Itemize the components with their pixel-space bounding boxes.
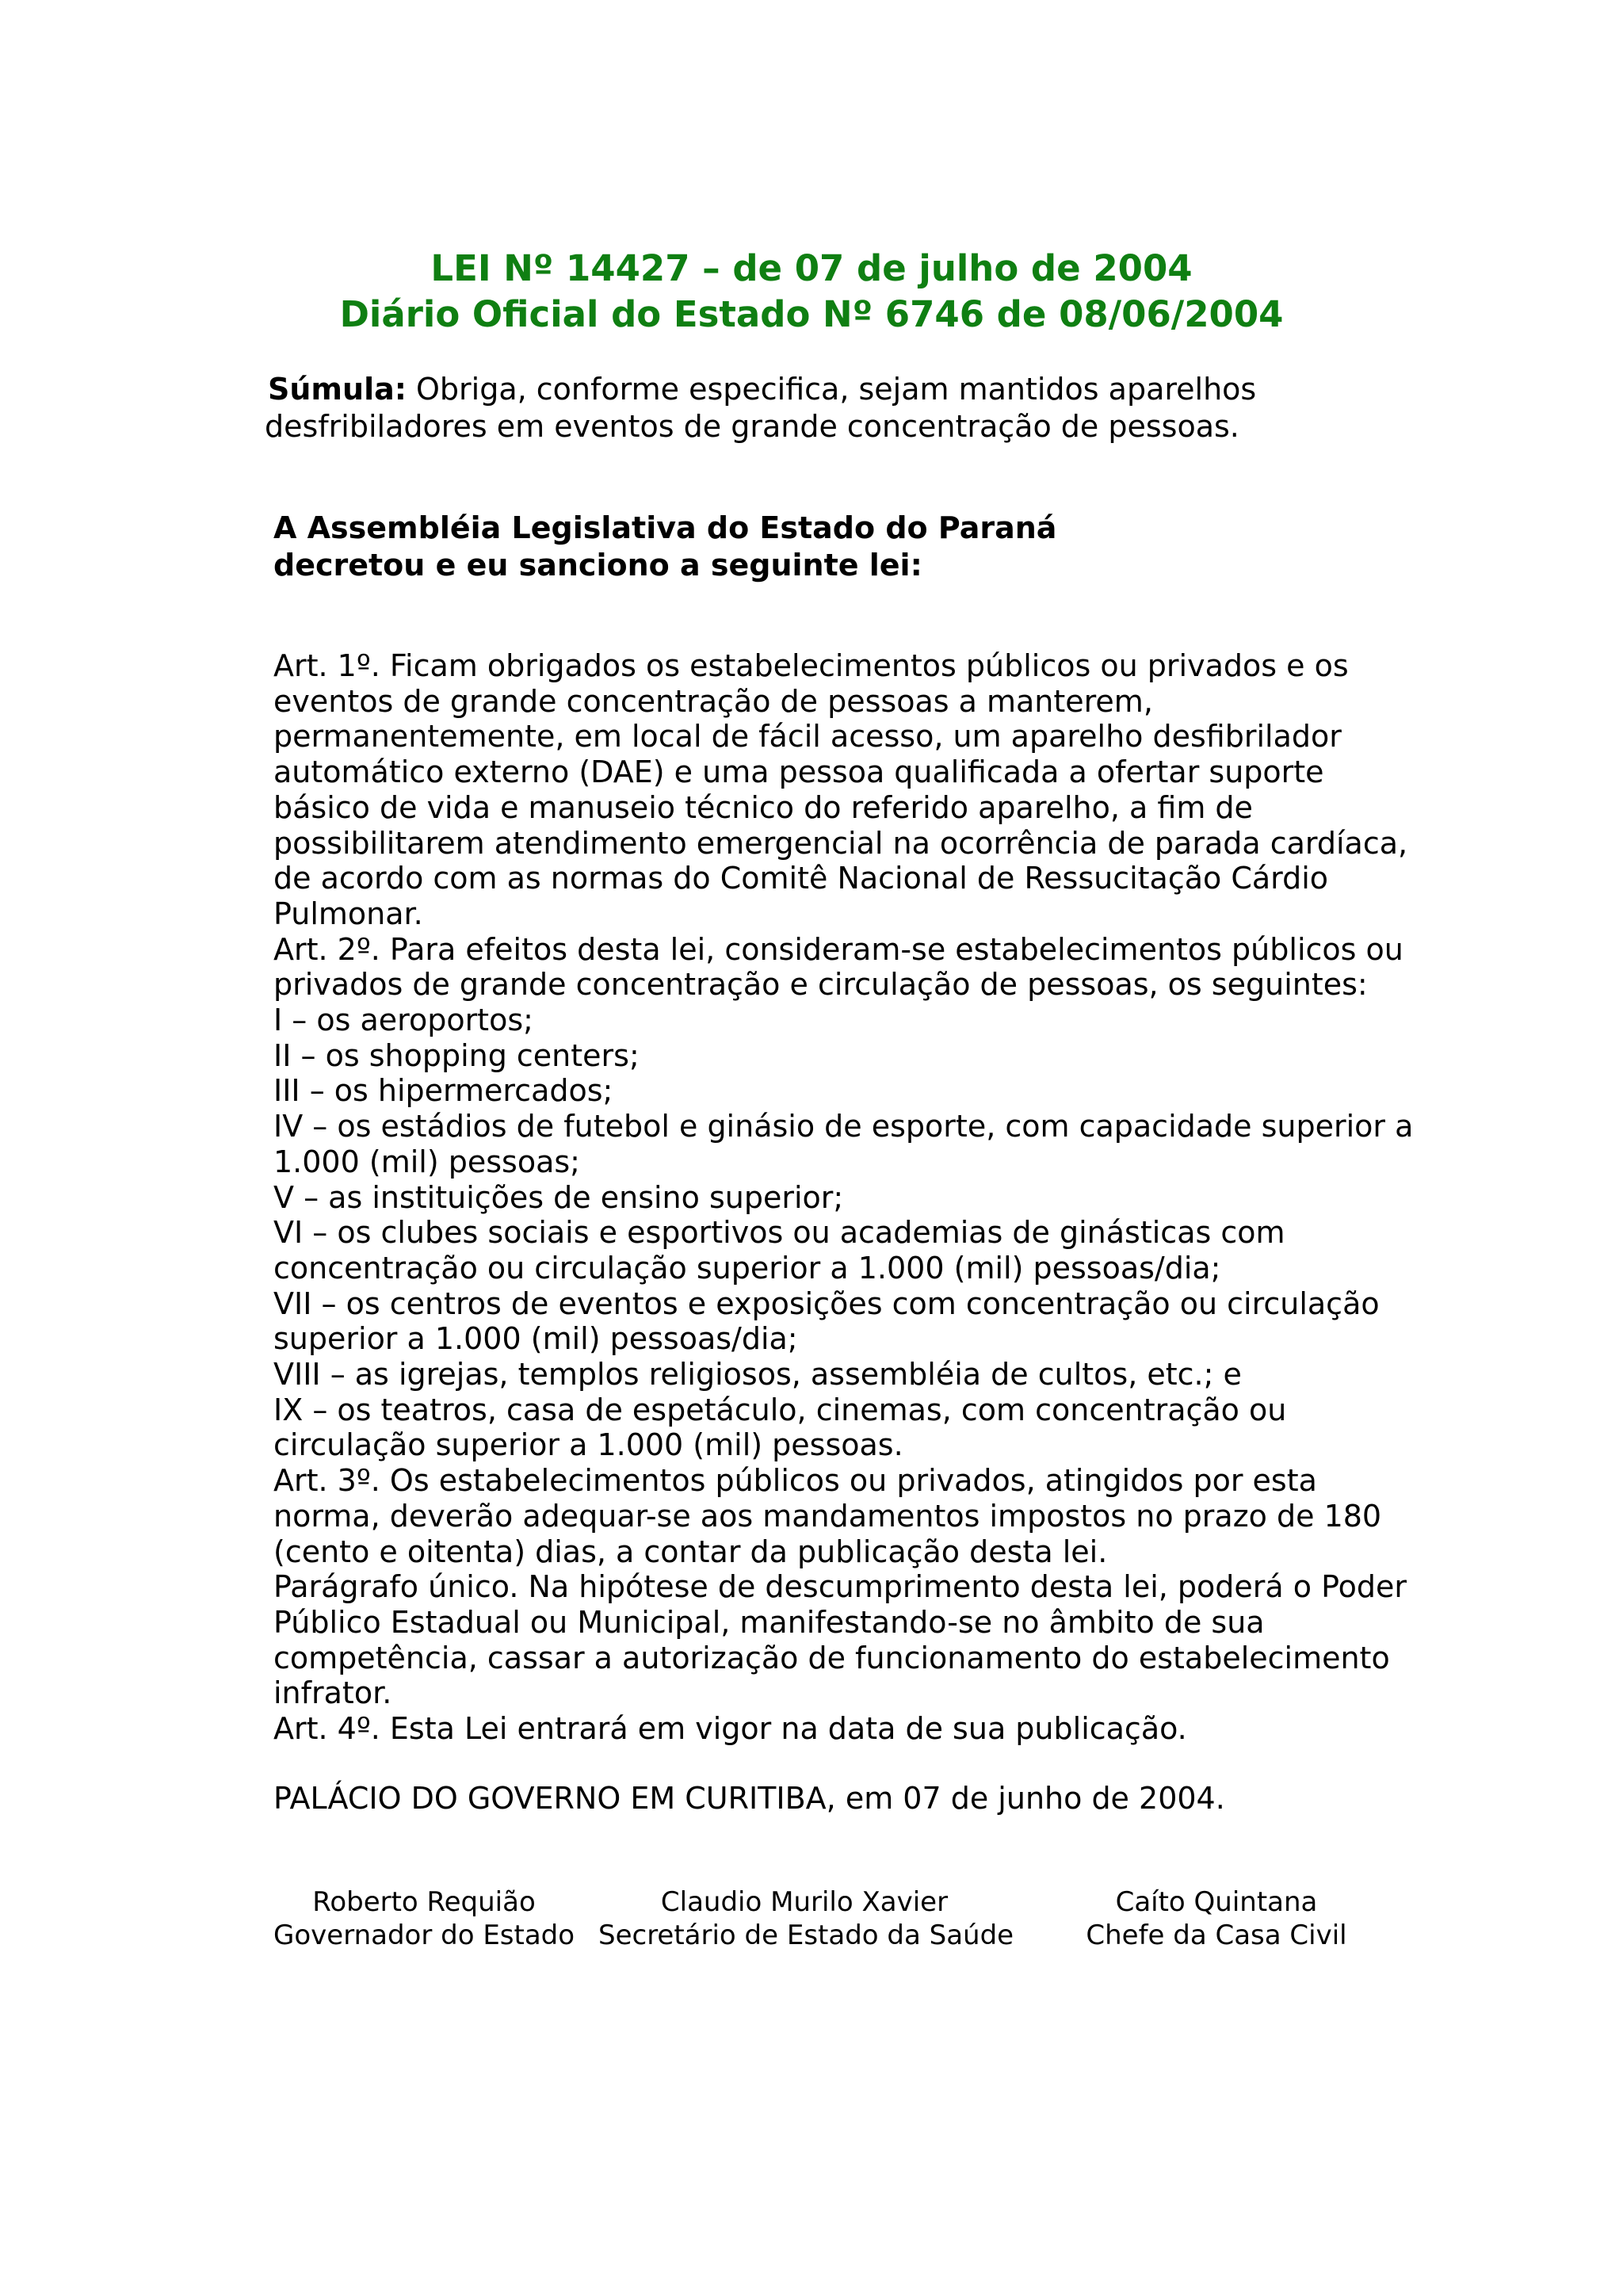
body-line: VI – os clubes sociais e esportivos ou academias de ginásticas com bbox=[273, 1215, 1285, 1251]
body-line: IV – os estádios de futebol e ginásio de esporte, com capacidade superior a bbox=[273, 1109, 1414, 1144]
body-line: automático externo (DAE) e uma pessoa qualificada a ofertar suporte bbox=[273, 755, 1324, 790]
body-line: concentração ou circulação superior a 1.000 (mil) pessoas/dia; bbox=[273, 1250, 1221, 1286]
signature-role: Governador do Estado bbox=[273, 1920, 575, 1951]
body-line: VII – os centros de eventos e exposições com concentração ou circulação bbox=[273, 1286, 1380, 1321]
body-line: II – os shopping centers; bbox=[273, 1037, 640, 1073]
closing-statement: PALÁCIO DO GOVERNO EM CURITIBA, em 07 de junho de 2004. bbox=[273, 1781, 1225, 1816]
body-line: circulação superior a 1.000 (mil) pessoas. bbox=[273, 1427, 903, 1463]
body-line: possibilitarem atendimento emergencial na ocorrência de parada cardíaca, bbox=[273, 825, 1408, 861]
body-line: Pulmonar. bbox=[273, 896, 423, 931]
body-line: Art. 3º. Os estabelecimentos públicos ou privados, atingidos por esta bbox=[273, 1463, 1317, 1499]
signature-name: Caíto Quintana bbox=[1115, 1886, 1318, 1918]
enactment-line-1: A Assembléia Legislativa do Estado do Paraná bbox=[273, 510, 1057, 545]
body-line: Art. 1º. Ficam obrigados os estabelecimentos públicos ou privados e os bbox=[273, 648, 1349, 683]
body-line: I – os aeroportos; bbox=[273, 1003, 533, 1038]
body-line: competência, cassar a autorização de funcionamento do estabelecimento bbox=[273, 1640, 1390, 1675]
sumula-text-1: Obriga, conforme especifica, sejam mantidos aparelhos bbox=[406, 372, 1257, 407]
body-line: superior a 1.000 (mil) pessoas/dia; bbox=[273, 1321, 798, 1357]
body-line: Público Estadual ou Municipal, manifestando-se no âmbito de sua bbox=[273, 1604, 1265, 1640]
body-line: (cento e oitenta) dias, a contar da publicação desta lei. bbox=[273, 1534, 1108, 1569]
sumula-text-2: desfribiladores em eventos de grande concentração de pessoas. bbox=[265, 409, 1239, 444]
body-line: Parágrafo único. Na hipótese de descumprimento desta lei, poderá o Poder bbox=[273, 1569, 1407, 1605]
signature-health-secretary bbox=[598, 1885, 1014, 1952]
sumula-line-1 bbox=[268, 371, 1377, 408]
signature-name: Claudio Murilo Xavier bbox=[660, 1886, 949, 1918]
signature-role: Chefe da Casa Civil bbox=[1086, 1920, 1347, 1951]
body-line: Art. 4º. Esta Lei entrará em vigor na data de sua publicação. bbox=[273, 1711, 1187, 1747]
body-line: privados de grande concentração e circulação de pessoas, os seguintes: bbox=[273, 967, 1368, 1003]
enactment-clause bbox=[273, 510, 1383, 584]
enactment-line-2: decretou e eu sanciono a seguinte lei: bbox=[273, 548, 922, 583]
signature-governor bbox=[273, 1885, 575, 1952]
body-line: VIII – as igrejas, templos religiosos, assembléia de cultos, etc.; e bbox=[273, 1357, 1242, 1392]
law-body bbox=[273, 648, 1414, 1747]
signature-block bbox=[0, 1885, 1623, 1965]
body-line: IX – os teatros, casa de espetáculo, cinemas, com concentração ou bbox=[273, 1392, 1287, 1427]
body-line: Art. 2º. Para efeitos desta lei, consideram-se estabelecimentos públicos ou bbox=[273, 931, 1403, 967]
body-line: norma, deverão adequar-se aos mandamentos impostos no prazo de 180 bbox=[273, 1498, 1382, 1534]
body-line: de acordo com as normas do Comitê Nacional de Ressucitação Cárdio bbox=[273, 861, 1329, 896]
title-law-number: LEI Nº 14427 – de 07 de julho de 2004 bbox=[430, 247, 1193, 289]
body-line: infrator. bbox=[273, 1675, 392, 1711]
body-line: eventos de grande concentração de pessoas a manterem, bbox=[273, 683, 1153, 719]
signature-chief-of-staff bbox=[1078, 1885, 1355, 1952]
body-line: V – as instituições de ensino superior; bbox=[273, 1179, 844, 1215]
title-official-gazette: Diário Oficial do Estado Nº 6746 de 08/06/2004 bbox=[339, 293, 1284, 335]
body-line: permanentemente, em local de fácil acesso, um aparelho desfibrilador bbox=[273, 719, 1342, 755]
signature-name: Roberto Requião bbox=[312, 1886, 536, 1918]
sumula-label: Súmula: bbox=[268, 372, 407, 407]
sumula-summary bbox=[265, 371, 1377, 445]
body-line: III – os hipermercados; bbox=[273, 1073, 613, 1109]
body-line: 1.000 (mil) pessoas; bbox=[273, 1144, 580, 1179]
body-line: básico de vida e manuseio técnico do referido aparelho, a fim de bbox=[273, 789, 1253, 825]
signature-role: Secretário de Estado da Saúde bbox=[598, 1920, 1014, 1951]
document-title bbox=[0, 246, 1623, 338]
